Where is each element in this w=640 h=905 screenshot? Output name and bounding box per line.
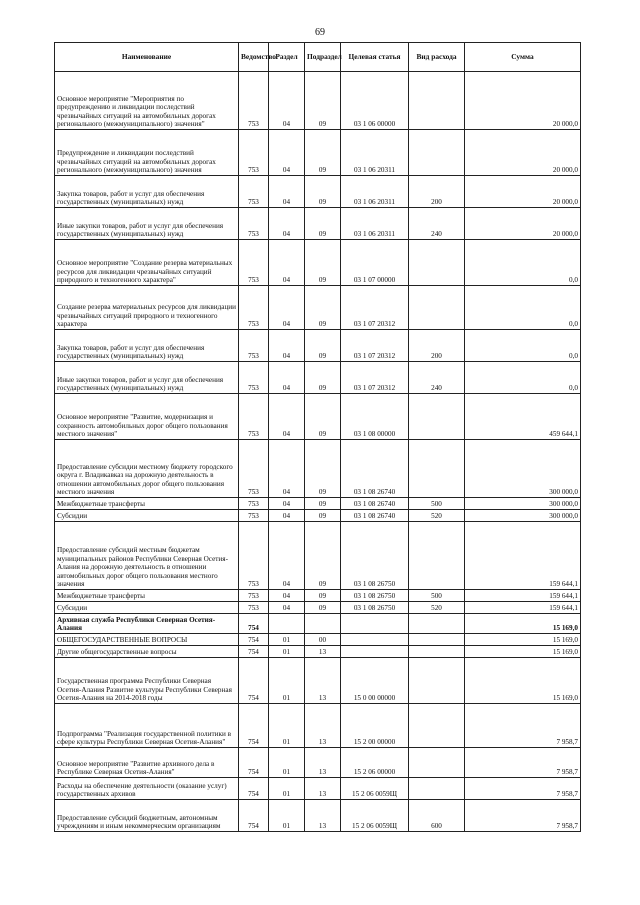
cell-podrazdel: 09: [305, 362, 341, 394]
cell-vid: [409, 658, 465, 704]
cell-name: Предоставление субсидии местному бюджету городского округа г. Владикавказ на дорожную деятельность в отношении автомобильных дорог общего пользования местного значения: [55, 440, 239, 498]
cell-name: Создание резерва материальных ресурсов для ликвидации чрезвычайных ситуаций природного и техногенного характера: [55, 286, 239, 330]
cell-podrazdel: 09: [305, 590, 341, 602]
cell-razdel: 04: [269, 362, 305, 394]
cell-statya: 03 1 08 00000: [341, 394, 409, 440]
cell-podrazdel: 09: [305, 330, 341, 362]
cell-ved: 754: [239, 704, 269, 748]
cell-summa: 15 169,0: [465, 658, 581, 704]
cell-podrazdel: 09: [305, 240, 341, 286]
cell-summa: 15 169,0: [465, 634, 581, 646]
cell-summa: 7 958,7: [465, 778, 581, 800]
cell-razdel: 01: [269, 704, 305, 748]
cell-razdel: 04: [269, 522, 305, 590]
cell-name: Межбюджетные трансферты: [55, 498, 239, 510]
cell-ved: 754: [239, 800, 269, 832]
table-row: [55, 130, 581, 176]
cell-ved: 754: [239, 614, 269, 634]
cell-razdel: 01: [269, 800, 305, 832]
cell-statya: [341, 646, 409, 658]
cell-vid: [409, 522, 465, 590]
cell-ved: 753: [239, 602, 269, 614]
cell-ved: 753: [239, 130, 269, 176]
page-number: 69: [315, 27, 325, 38]
cell-statya: 03 1 08 26750: [341, 522, 409, 590]
cell-ved: 754: [239, 778, 269, 800]
cell-vid: 200: [409, 330, 465, 362]
table-row: [55, 748, 581, 778]
cell-podrazdel: 09: [305, 176, 341, 208]
cell-ved: 753: [239, 394, 269, 440]
cell-ved: 754: [239, 658, 269, 704]
cell-vid: 600: [409, 800, 465, 832]
cell-summa: 300 000,0: [465, 498, 581, 510]
cell-summa: 7 958,7: [465, 800, 581, 832]
cell-razdel: 01: [269, 646, 305, 658]
cell-ved: 753: [239, 176, 269, 208]
header-name: Наименование: [55, 43, 239, 72]
cell-vid: [409, 394, 465, 440]
header-razdel: Раздел: [269, 43, 305, 72]
cell-vid: [409, 646, 465, 658]
cell-statya: 03 1 08 26750: [341, 590, 409, 602]
cell-ved: 754: [239, 646, 269, 658]
cell-podrazdel: 13: [305, 748, 341, 778]
cell-statya: 03 1 07 20312: [341, 330, 409, 362]
cell-razdel: 01: [269, 778, 305, 800]
cell-statya: 03 1 07 20312: [341, 362, 409, 394]
table-row: [55, 704, 581, 748]
cell-vid: [409, 748, 465, 778]
cell-podrazdel: 09: [305, 498, 341, 510]
table-row: [55, 440, 581, 498]
table-row: [55, 510, 581, 522]
cell-podrazdel: 13: [305, 646, 341, 658]
cell-razdel: 04: [269, 602, 305, 614]
cell-summa: 0,0: [465, 286, 581, 330]
cell-ved: 753: [239, 362, 269, 394]
cell-razdel: 04: [269, 130, 305, 176]
cell-ved: 753: [239, 72, 269, 130]
cell-summa: 0,0: [465, 240, 581, 286]
table-row: [55, 498, 581, 510]
table-row: [55, 646, 581, 658]
table-row: [55, 72, 581, 130]
cell-vid: [409, 440, 465, 498]
table-header-row: [55, 43, 581, 72]
cell-ved: 754: [239, 748, 269, 778]
table-row: [55, 778, 581, 800]
cell-statya: 15 2 06 0059Щ: [341, 778, 409, 800]
table-row: [55, 208, 581, 240]
cell-statya: [341, 634, 409, 646]
cell-name: Межбюджетные трансферты: [55, 590, 239, 602]
table-row: [55, 176, 581, 208]
table-row: [55, 614, 581, 634]
cell-name: Субсидии: [55, 510, 239, 522]
cell-razdel: 04: [269, 440, 305, 498]
cell-name: Субсидии: [55, 602, 239, 614]
table-row: [55, 522, 581, 590]
table-row: [55, 634, 581, 646]
cell-summa: 300 000,0: [465, 440, 581, 498]
cell-vid: [409, 72, 465, 130]
cell-name: Иные закупки товаров, работ и услуг для обеспечения государственных (муниципальных) нужд: [55, 208, 239, 240]
cell-vid: 520: [409, 602, 465, 614]
cell-ved: 753: [239, 440, 269, 498]
cell-podrazdel: 09: [305, 208, 341, 240]
cell-razdel: 04: [269, 498, 305, 510]
cell-vid: 520: [409, 510, 465, 522]
cell-razdel: 04: [269, 176, 305, 208]
cell-summa: 0,0: [465, 362, 581, 394]
cell-vid: [409, 614, 465, 634]
cell-name: Основное мероприятие "Развитие архивного дела в Республике Северная Осетия-Алания": [55, 748, 239, 778]
cell-razdel: 01: [269, 658, 305, 704]
cell-razdel: 04: [269, 590, 305, 602]
cell-name: Предупреждение и ликвидации последствий чрезвычайных ситуаций на автомобильных дорогах регионального (межмуниципального) значения: [55, 130, 239, 176]
cell-podrazdel: 13: [305, 704, 341, 748]
cell-name: Предоставление субсидий местным бюджетам муниципальных районов Республики Северная Осетия-Алания на дорожную деятельность в отношении автомобильных дорог общего пользования местного значения: [55, 522, 239, 590]
cell-statya: 03 1 06 20311: [341, 176, 409, 208]
cell-summa: 159 644,1: [465, 602, 581, 614]
cell-razdel: 01: [269, 634, 305, 646]
cell-name: Другие общегосударственные вопросы: [55, 646, 239, 658]
cell-vid: [409, 634, 465, 646]
cell-summa: 20 000,0: [465, 72, 581, 130]
cell-ved: 753: [239, 208, 269, 240]
cell-summa: 20 000,0: [465, 208, 581, 240]
cell-ved: 753: [239, 286, 269, 330]
cell-summa: 15 169,0: [465, 614, 581, 634]
cell-statya: 03 1 08 26740: [341, 510, 409, 522]
cell-razdel: 04: [269, 72, 305, 130]
cell-name: Закупка товаров, работ и услуг для обеспечения государственных (муниципальных) нужд: [55, 176, 239, 208]
header-podrazdel: Подраздел: [305, 43, 341, 72]
cell-summa: 20 000,0: [465, 176, 581, 208]
header-statya: Целевая статья: [341, 43, 409, 72]
cell-podrazdel: 09: [305, 510, 341, 522]
table-row: [55, 602, 581, 614]
cell-summa: 459 644,1: [465, 394, 581, 440]
cell-podrazdel: 00: [305, 634, 341, 646]
cell-statya: 03 1 08 26740: [341, 498, 409, 510]
cell-statya: [341, 614, 409, 634]
cell-ved: 753: [239, 240, 269, 286]
cell-razdel: [269, 614, 305, 634]
cell-name: Предоставление субсидий бюджетным, автономным учреждениям и иным некоммерческим организациям: [55, 800, 239, 832]
cell-name: Государственная программа Республики Северная Осетия-Алания Развитие культуры Республики Северная Осетия-Алания на 2014-2018 годы: [55, 658, 239, 704]
cell-vid: 500: [409, 590, 465, 602]
cell-podrazdel: 09: [305, 394, 341, 440]
cell-statya: 03 1 06 20311: [341, 130, 409, 176]
cell-statya: 15 2 00 00000: [341, 704, 409, 748]
cell-statya: 03 1 06 00000: [341, 72, 409, 130]
table-row: [55, 590, 581, 602]
cell-ved: 754: [239, 634, 269, 646]
cell-name: Расходы на обеспечение деятельности (оказание услуг) государственных архивов: [55, 778, 239, 800]
cell-statya: 15 2 06 00000: [341, 748, 409, 778]
cell-summa: 15 169,0: [465, 646, 581, 658]
cell-statya: 03 1 08 26750: [341, 602, 409, 614]
cell-ved: 753: [239, 498, 269, 510]
cell-vid: [409, 240, 465, 286]
cell-podrazdel: 09: [305, 130, 341, 176]
cell-statya: 03 1 07 20312: [341, 286, 409, 330]
cell-statya: 15 2 06 0059Щ: [341, 800, 409, 832]
table-row: [55, 240, 581, 286]
budget-table: [54, 42, 581, 832]
cell-name: Основное мероприятие "Создание резерва материальных ресурсов для ликвидации чрезвычайных ситуаций природного и техногенного характера": [55, 240, 239, 286]
cell-statya: 03 1 07 00000: [341, 240, 409, 286]
cell-podrazdel: 13: [305, 800, 341, 832]
cell-vid: [409, 286, 465, 330]
cell-vid: [409, 704, 465, 748]
cell-summa: 0,0: [465, 330, 581, 362]
cell-name: Основное мероприятие "Развитие, модернизация и сохранность автомобильных дорог общего пользования местного значения": [55, 394, 239, 440]
table-row: [55, 394, 581, 440]
cell-summa: 159 644,1: [465, 590, 581, 602]
cell-name: ОБЩЕГОСУДАРСТВЕННЫЕ ВОПРОСЫ: [55, 634, 239, 646]
cell-summa: 159 644,1: [465, 522, 581, 590]
cell-ved: 753: [239, 522, 269, 590]
cell-name: Закупка товаров, работ и услуг для обеспечения государственных (муниципальных) нужд: [55, 330, 239, 362]
cell-statya: 03 1 08 26740: [341, 440, 409, 498]
table-row: [55, 800, 581, 832]
cell-podrazdel: 09: [305, 286, 341, 330]
cell-razdel: 04: [269, 510, 305, 522]
cell-name: Подпрограмма "Реализация государственной политики в сфере культуры Республики Северная Осетия-Алания": [55, 704, 239, 748]
cell-vid: [409, 778, 465, 800]
table-row: [55, 362, 581, 394]
cell-podrazdel: 09: [305, 440, 341, 498]
cell-razdel: 04: [269, 208, 305, 240]
cell-razdel: 04: [269, 240, 305, 286]
cell-summa: 7 958,7: [465, 748, 581, 778]
cell-summa: 7 958,7: [465, 704, 581, 748]
cell-vid: 240: [409, 208, 465, 240]
cell-podrazdel: 13: [305, 658, 341, 704]
cell-ved: 753: [239, 330, 269, 362]
cell-name: Архивная служба Республики Северная Осетия-Алания: [55, 614, 239, 634]
table-row: [55, 658, 581, 704]
cell-podrazdel: 13: [305, 778, 341, 800]
table-row: [55, 330, 581, 362]
cell-vid: [409, 130, 465, 176]
cell-summa: 20 000,0: [465, 130, 581, 176]
cell-name: Иные закупки товаров, работ и услуг для обеспечения государственных (муниципальных) нужд: [55, 362, 239, 394]
header-vid: Вид расхода: [409, 43, 465, 72]
cell-vid: 500: [409, 498, 465, 510]
cell-razdel: 04: [269, 286, 305, 330]
cell-vid: 200: [409, 176, 465, 208]
cell-statya: 15 0 00 00000: [341, 658, 409, 704]
cell-podrazdel: 09: [305, 602, 341, 614]
cell-razdel: 01: [269, 748, 305, 778]
cell-podrazdel: [305, 614, 341, 634]
cell-ved: 753: [239, 510, 269, 522]
table-row: [55, 286, 581, 330]
header-ved: Ведомство: [239, 43, 269, 72]
cell-vid: 240: [409, 362, 465, 394]
cell-razdel: 04: [269, 330, 305, 362]
cell-summa: 300 000,0: [465, 510, 581, 522]
cell-podrazdel: 09: [305, 522, 341, 590]
header-summa: Сумма: [465, 43, 581, 72]
cell-name: Основное мероприятие "Мероприятия по предупреждению и ликвидации последствий чрезвычайных ситуаций на автомобильных дорогах регионального (межмуниципального) значения": [55, 72, 239, 130]
cell-statya: 03 1 06 20311: [341, 208, 409, 240]
cell-razdel: 04: [269, 394, 305, 440]
cell-podrazdel: 09: [305, 72, 341, 130]
table-body: [55, 72, 581, 832]
cell-ved: 753: [239, 590, 269, 602]
